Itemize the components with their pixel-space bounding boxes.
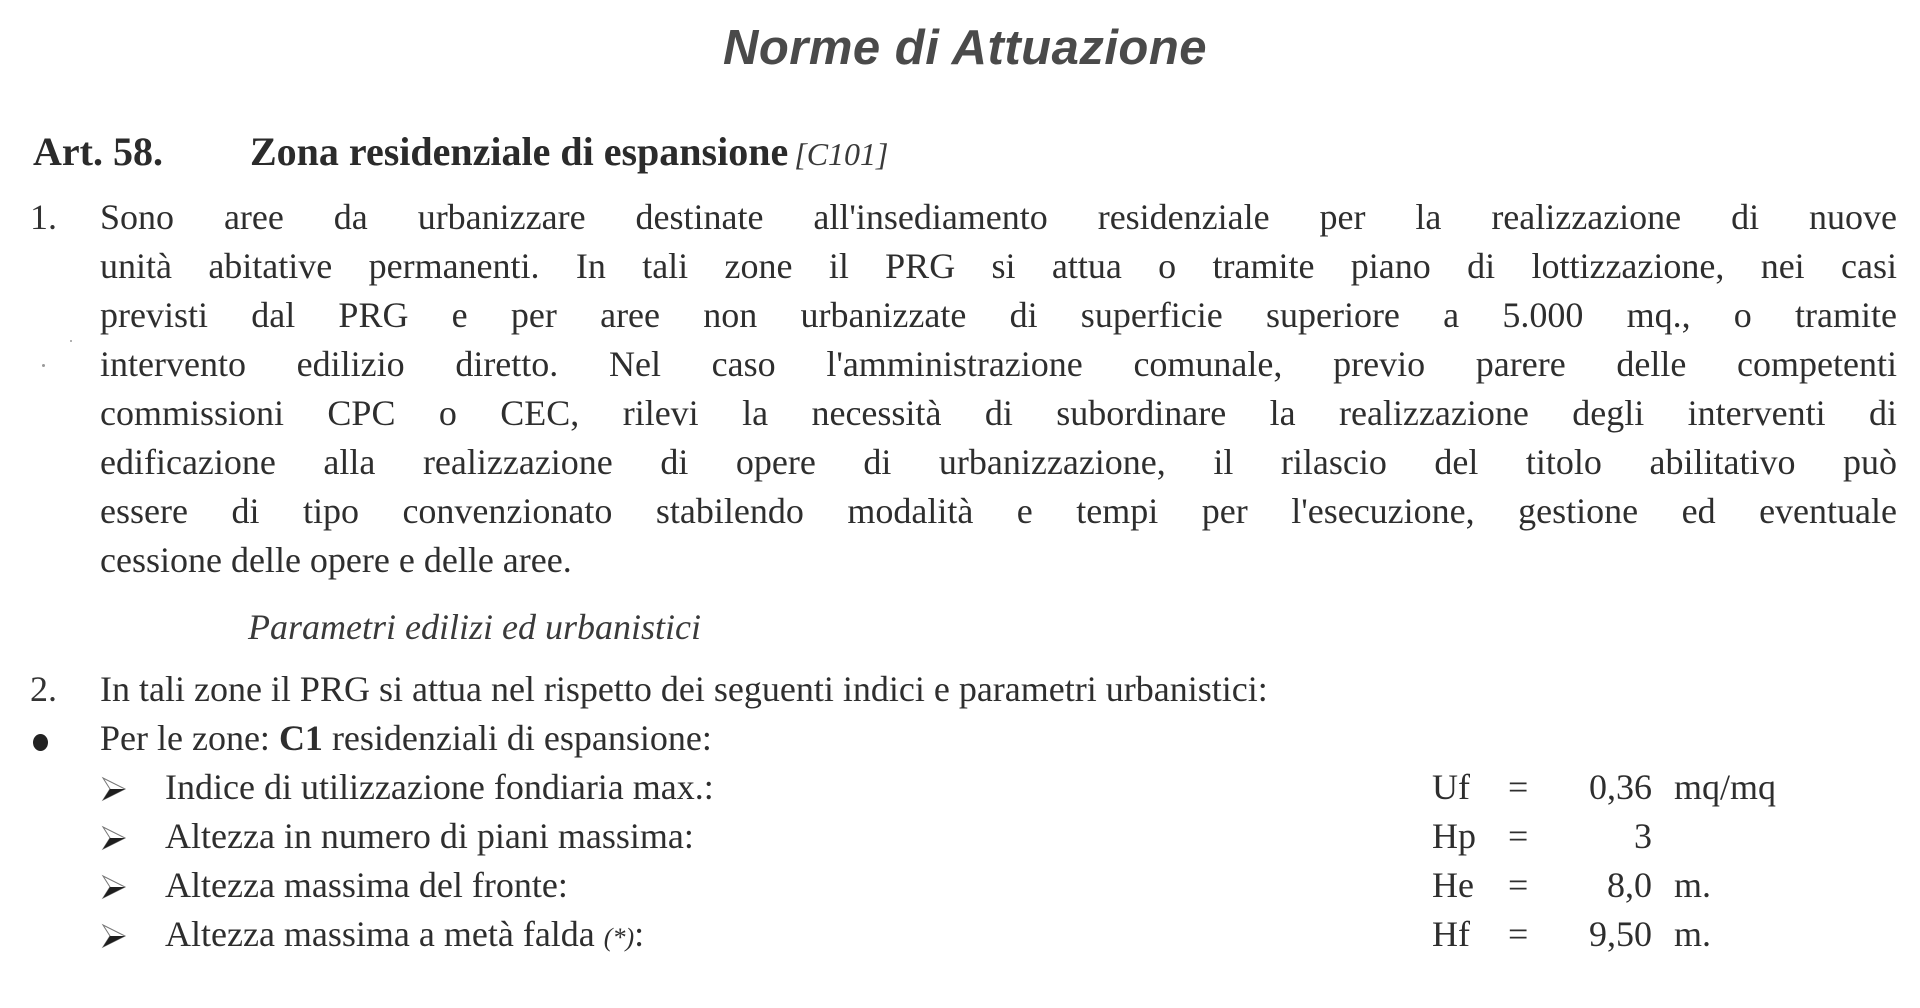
paragraph-1-line: edificazione alla realizzazione di opere di urbanizzazione, il rilascio del titolo abilitativo può [100,442,1897,482]
footnote-marker: (*) [603,923,635,952]
parameter-label-suffix: : [634,914,645,954]
parameter-row [0,815,1920,861]
paragraph-2-text: In tali zone il PRG si attua nel rispetto dei seguenti indici e parametri urbanistici: [100,669,1268,709]
parameter-equals: = [1508,816,1529,856]
parameter-symbol: Uf [1432,767,1470,807]
parameter-symbol: Hf [1432,914,1470,954]
parameter-equals: = [1508,865,1529,905]
paragraph-1-line: essere di tipo convenzionato stabilendo modalità e tempi per l'esecuzione, gestione ed eventuale [100,491,1897,531]
paragraph-1-line: Sono aree da urbanizzare destinate all'insediamento residenziale per la realizzazione di nuove [100,197,1897,237]
article-code: [C101] [794,136,889,172]
parameter-value: 9,50 [1589,914,1652,954]
paragraph-1-number: 1. [30,197,57,237]
paragraph-1-line: unità abitative permanenti. In tali zone il PRG si attua o tramite piano di lottizzazione, nei casi [100,246,1897,286]
bullet-suffix: residenziali di espansione: [322,718,712,758]
parameter-label [165,913,644,955]
parameter-unit: m. [1674,914,1712,954]
parameter-unit: m. [1674,865,1712,905]
paragraph-1-line: intervento edilizio diretto. Nel caso l'amministrazione comunale, previo parere delle competenti [100,344,1897,384]
parameter-value: 0,36 [1589,767,1652,807]
article-heading [33,128,888,175]
scan-speck [70,340,72,342]
paragraph-1-line: previsti dal PRG e per aree non urbanizzate di superficie superiore a 5.000 mq., o tramite [100,295,1897,335]
arrowhead-bullet-icon [101,776,127,802]
article-title: Zona residenziale di espansione [250,129,789,174]
arrowhead-bullet-icon [101,923,127,949]
bullet-text [100,717,712,759]
parameter-symbol: Hp [1432,816,1476,856]
parameter-value: 3 [1634,816,1652,856]
parameter-label-text: Altezza massima a metà falda [165,914,604,954]
parameter-label: Altezza in numero di piani massima: [165,816,694,856]
parameter-label: Altezza massima del fronte: [165,865,568,905]
bullet-dot-icon [33,734,48,751]
parameter-equals: = [1508,914,1529,954]
parameter-row [0,864,1920,910]
parameter-row [0,913,1920,959]
zone-code: C1 [278,718,323,758]
arrowhead-bullet-icon [101,825,127,851]
paragraph-1-line: commissioni CPC o CEC, rilevi la necessità di subordinare la realizzazione degli interventi di [100,393,1897,433]
article-number: Art. 58. [33,129,163,174]
parameter-value: 8,0 [1607,865,1652,905]
parameter-equals: = [1508,767,1529,807]
parameter-symbol: He [1432,865,1474,905]
scan-speck [42,364,45,367]
parameter-label: Indice di utilizzazione fondiaria max.: [165,767,714,807]
bullet-prefix: Per le zone: [100,718,279,758]
arrowhead-bullet-icon [101,874,127,900]
paragraph-2-number: 2. [30,669,57,709]
paragraph-1-line: cessione delle opere e delle aree. [100,540,572,580]
document-title: Norme di Attuazione [722,21,1208,75]
parameter-unit: mq/mq [1674,767,1777,807]
parameter-row [0,766,1920,812]
section-subheading: Parametri edilizi ed urbanistici [248,607,701,647]
